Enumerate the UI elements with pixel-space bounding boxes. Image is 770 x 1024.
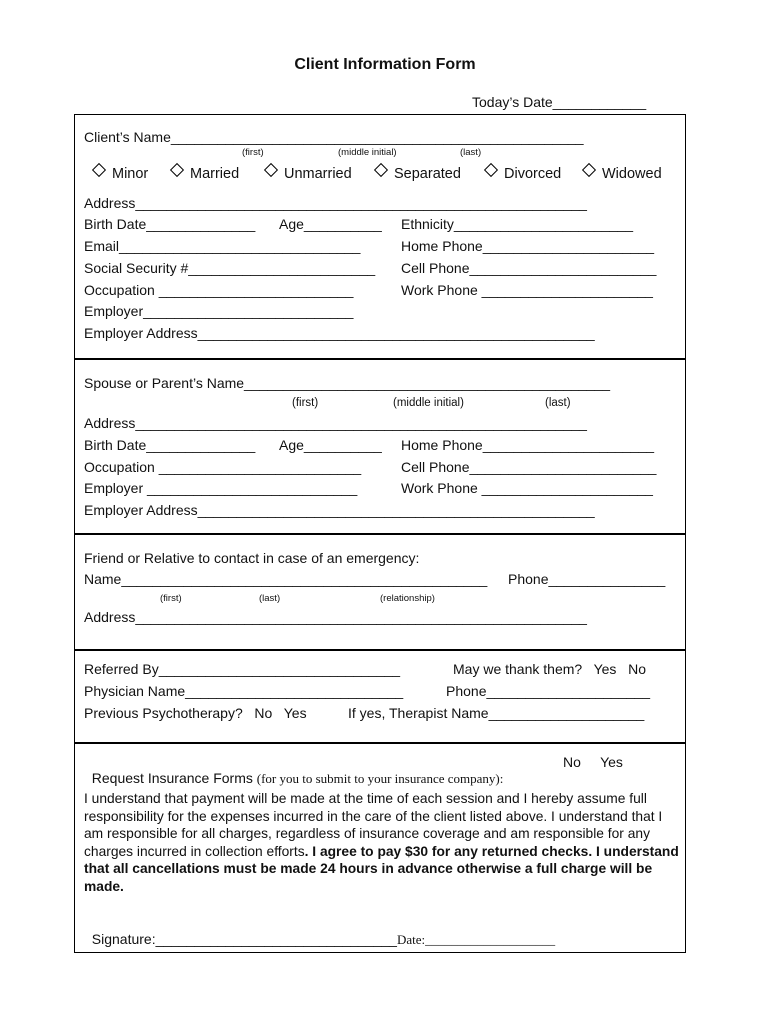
payment-agreement-paragraph (84, 790, 684, 895)
option-label: Unmarried (284, 166, 352, 182)
form-title: Client Information Form (294, 56, 476, 73)
physician-name-field[interactable]: Physician Name____________________________ (84, 683, 404, 699)
client-name-first-hint: (first) (242, 147, 264, 158)
client-name-field[interactable]: Client’s Name_____________________________________________________ (84, 129, 584, 145)
insurance-paren-note: (for you to submit to your insurance company): (256, 771, 504, 786)
diamond-icon (484, 163, 498, 177)
diamond-icon (170, 163, 184, 177)
insurance-request-line (84, 754, 503, 787)
marital-option-minor[interactable] (94, 166, 148, 182)
agreement-text: I understand that payment will be made at the time of each session and I hereby assume full responsibility for the expenses incurred in the care of the client listed above. I understand that I am responsible for all charges, regardless of insurance coverage and am responsible for any charges incurred in collection efforts (84, 791, 663, 859)
spouse-employer-field[interactable]: Employer ___________________________ (84, 480, 358, 496)
emergency-name-field[interactable]: Name_______________________________________________ (84, 571, 488, 587)
client-age-field[interactable]: Age__________ (279, 216, 382, 232)
client-work-phone-field[interactable]: Work Phone ______________________ (401, 282, 653, 298)
client-cell-phone-field[interactable]: Cell Phone________________________ (401, 260, 657, 276)
option-label: Minor (112, 166, 149, 182)
todays-date-field[interactable]: Today’s Date____________ (472, 94, 647, 110)
marital-option-widowed[interactable] (584, 166, 662, 182)
spouse-name-field[interactable]: Spouse or Parent’s Name_______________________________________________ (84, 375, 610, 391)
referred-by-field[interactable]: Referred By_______________________________ (84, 661, 401, 677)
client-home-phone-field[interactable]: Home Phone______________________ (401, 238, 655, 254)
emergency-last-hint: (last) (259, 593, 281, 604)
marital-option-married[interactable] (172, 166, 239, 182)
spouse-home-phone-field[interactable]: Home Phone______________________ (401, 437, 655, 453)
physician-phone-field[interactable]: Phone_____________________ (446, 683, 650, 699)
client-name-middle-hint: (middle initial) (338, 147, 397, 158)
client-employer-address-field[interactable]: Employer Address___________________________________________________ (84, 325, 595, 341)
option-label: Married (190, 166, 240, 182)
client-name-last-hint: (last) (460, 147, 482, 158)
client-email-field[interactable]: Email_______________________________ (84, 238, 361, 254)
emergency-phone-field[interactable]: Phone_______________ (508, 571, 666, 587)
spouse-address-field[interactable]: Address__________________________________________________________ (84, 415, 587, 431)
signature-field[interactable] (84, 915, 555, 948)
client-ssn-field[interactable]: Social Security #________________________ (84, 260, 376, 276)
option-label: Divorced (504, 166, 562, 182)
spouse-name-middle-hint: (middle initial) (393, 397, 464, 409)
spouse-work-phone-field[interactable]: Work Phone ______________________ (401, 480, 653, 496)
option-label: Separated (394, 166, 461, 182)
marital-option-divorced[interactable] (486, 166, 561, 182)
spouse-cell-phone-field[interactable]: Cell Phone________________________ (401, 459, 657, 475)
spouse-employer-address-field[interactable]: Employer Address___________________________________________________ (84, 502, 595, 518)
spouse-age-field[interactable]: Age__________ (279, 437, 382, 453)
may-we-thank-question[interactable]: May we thank them? Yes No (453, 661, 646, 677)
client-address-field[interactable]: Address__________________________________________________________ (84, 195, 587, 211)
client-birth-date-field[interactable]: Birth Date______________ (84, 216, 256, 232)
option-label: Widowed (602, 166, 662, 182)
spouse-birth-date-field[interactable]: Birth Date______________ (84, 437, 256, 453)
emergency-address-field[interactable]: Address__________________________________________________________ (84, 609, 587, 625)
spouse-name-last-hint: (last) (545, 397, 571, 409)
signature-label: Signature:_______________________________ (91, 931, 397, 947)
diamond-icon (264, 163, 278, 177)
spouse-name-first-hint: (first) (292, 397, 319, 409)
client-employer-field[interactable]: Employer___________________________ (84, 303, 354, 319)
client-occupation-field[interactable]: Occupation _________________________ (84, 282, 354, 298)
agreement-bold-text: . I agree to pay $30 for any returned checks. I understand that all cancellations must be made 24 hours in advance otherwise a full charge will be made. (84, 843, 679, 894)
client-ethnicity-field[interactable]: Ethnicity_______________________ (401, 216, 633, 232)
spouse-occupation-field[interactable]: Occupation __________________________ (84, 459, 362, 475)
marital-option-unmarried[interactable] (266, 166, 352, 182)
date-label: Date:____________________ (396, 932, 556, 947)
previous-psychotherapy-question[interactable]: Previous Psychotherapy? No Yes (84, 705, 307, 721)
diamond-icon (374, 163, 388, 177)
insurance-label: Request Insurance Forms (91, 770, 257, 786)
insurance-options[interactable]: No Yes (563, 754, 623, 770)
marital-option-separated[interactable] (376, 166, 461, 182)
diamond-icon (92, 163, 106, 177)
therapist-name-field[interactable]: If yes, Therapist Name____________________ (348, 705, 645, 721)
emergency-heading: Friend or Relative to contact in case of an emergency: (84, 550, 420, 566)
emergency-first-hint: (first) (160, 593, 182, 604)
emergency-relationship-hint: (relationship) (380, 593, 435, 604)
diamond-icon (582, 163, 596, 177)
